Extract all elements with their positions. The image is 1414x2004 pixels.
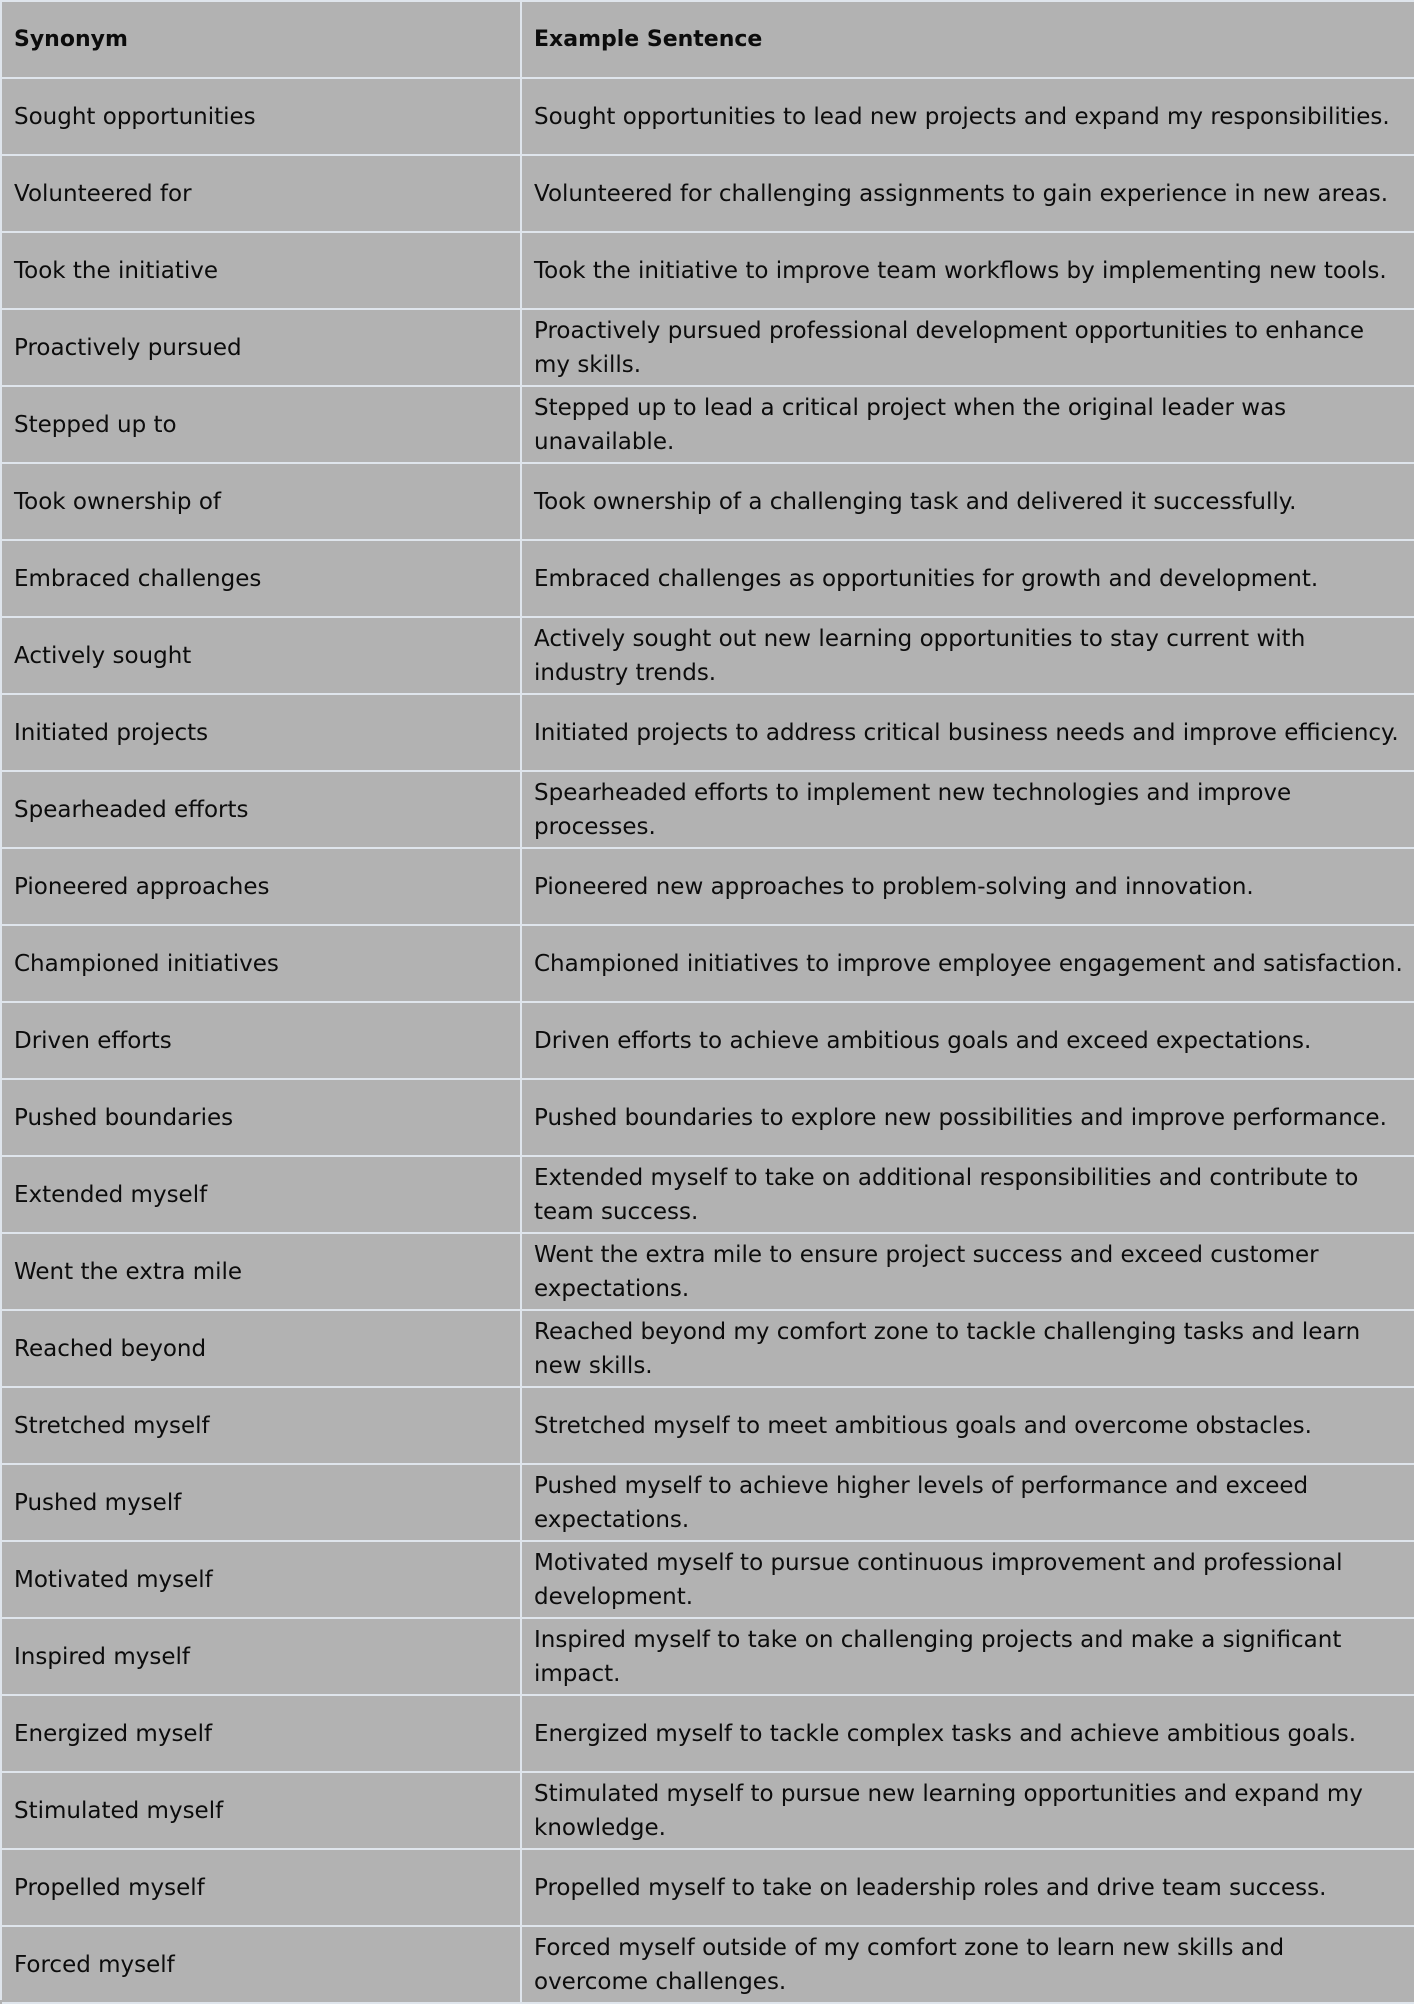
example-sentence-cell: Energized myself to tackle complex tasks and achieve ambitious goals. bbox=[534, 1720, 1357, 1747]
header-synonym: Synonym bbox=[2, 2, 522, 77]
table-header-row bbox=[2, 2, 1414, 79]
table-row bbox=[2, 1619, 1414, 1696]
example-sentence-cell: Forced myself outside of my comfort zone to learn new skills and overcome challenges. bbox=[534, 1934, 1285, 1995]
table-row bbox=[2, 79, 1414, 156]
example-sentence-cell: Pioneered new approaches to problem-solving and innovation. bbox=[534, 873, 1254, 900]
table-row bbox=[2, 310, 1414, 387]
synonym-cell: Driven efforts bbox=[2, 1003, 522, 1078]
table-row bbox=[2, 156, 1414, 233]
example-sentence-cell: Took the initiative to improve team workflows by implementing new tools. bbox=[534, 257, 1387, 284]
table-body bbox=[2, 79, 1414, 2004]
example-sentence-cell: Pushed boundaries to explore new possibilities and improve performance. bbox=[534, 1104, 1387, 1131]
example-sentence-cell: Embraced challenges as opportunities for growth and development. bbox=[534, 565, 1319, 592]
example-sentence-cell: Sought opportunities to lead new projects and expand my responsibilities. bbox=[534, 103, 1390, 130]
example-sentence-cell: Driven efforts to achieve ambitious goals and exceed expectations. bbox=[534, 1027, 1312, 1054]
synonym-cell: Forced myself bbox=[2, 1927, 522, 2002]
synonym-cell: Stimulated myself bbox=[2, 1773, 522, 1848]
example-sentence-cell: Stimulated myself to pursue new learning opportunities and expand my knowledge. bbox=[534, 1780, 1363, 1841]
example-sentence-cell: Inspired myself to take on challenging projects and make a significant impact. bbox=[534, 1626, 1342, 1687]
synonym-cell: Championed initiatives bbox=[2, 926, 522, 1001]
example-sentence-cell: Reached beyond my comfort zone to tackle challenging tasks and learn new skills. bbox=[534, 1318, 1361, 1379]
header-example-sentence: Example Sentence bbox=[534, 26, 763, 52]
table-row bbox=[2, 1927, 1414, 2004]
synonym-cell: Energized myself bbox=[2, 1696, 522, 1771]
table-row bbox=[2, 772, 1414, 849]
table-row bbox=[2, 1542, 1414, 1619]
synonym-cell: Initiated projects bbox=[2, 695, 522, 770]
table-row bbox=[2, 1311, 1414, 1388]
table-row bbox=[2, 464, 1414, 541]
example-sentence-cell: Stretched myself to meet ambitious goals and overcome obstacles. bbox=[534, 1412, 1312, 1439]
table-row bbox=[2, 1696, 1414, 1773]
table-row bbox=[2, 1157, 1414, 1234]
synonym-cell: Propelled myself bbox=[2, 1850, 522, 1925]
synonym-cell: Stretched myself bbox=[2, 1388, 522, 1463]
example-sentence-cell: Pushed myself to achieve higher levels of performance and exceed expectations. bbox=[534, 1472, 1309, 1533]
example-sentence-cell: Went the extra mile to ensure project success and exceed customer expectations. bbox=[534, 1241, 1319, 1302]
example-sentence-cell: Spearheaded efforts to implement new technologies and improve processes. bbox=[534, 779, 1292, 840]
table-row bbox=[2, 926, 1414, 1003]
table-row bbox=[2, 387, 1414, 464]
synonym-cell: Spearheaded efforts bbox=[2, 772, 522, 847]
synonym-cell: Sought opportunities bbox=[2, 79, 522, 154]
table-row bbox=[2, 1773, 1414, 1850]
table-row bbox=[2, 1080, 1414, 1157]
example-sentence-cell: Volunteered for challenging assignments to gain experience in new areas. bbox=[534, 180, 1389, 207]
synonym-cell: Volunteered for bbox=[2, 156, 522, 231]
example-sentence-cell: Stepped up to lead a critical project when the original leader was unavailable. bbox=[534, 394, 1287, 455]
synonym-cell: Inspired myself bbox=[2, 1619, 522, 1694]
synonym-cell: Pushed boundaries bbox=[2, 1080, 522, 1155]
table-row bbox=[2, 1850, 1414, 1927]
table-row bbox=[2, 1003, 1414, 1080]
table-row bbox=[2, 1234, 1414, 1311]
synonym-cell: Motivated myself bbox=[2, 1542, 522, 1617]
synonym-cell: Reached beyond bbox=[2, 1311, 522, 1386]
synonym-cell: Proactively pursued bbox=[2, 310, 522, 385]
example-sentence-cell: Took ownership of a challenging task and delivered it successfully. bbox=[534, 488, 1297, 515]
table-row bbox=[2, 1465, 1414, 1542]
synonym-cell: Embraced challenges bbox=[2, 541, 522, 616]
table-row bbox=[2, 849, 1414, 926]
synonym-cell: Extended myself bbox=[2, 1157, 522, 1232]
table-row bbox=[2, 541, 1414, 618]
table-row bbox=[2, 695, 1414, 772]
example-sentence-cell: Proactively pursued professional development opportunities to enhance my skills. bbox=[534, 317, 1365, 378]
synonym-cell: Pushed myself bbox=[2, 1465, 522, 1540]
example-sentence-cell: Motivated myself to pursue continuous improvement and professional development. bbox=[534, 1549, 1343, 1610]
table-row bbox=[2, 233, 1414, 310]
synonym-cell: Stepped up to bbox=[2, 387, 522, 462]
example-sentence-cell: Actively sought out new learning opportunities to stay current with industry trends. bbox=[534, 625, 1306, 686]
synonym-cell: Took the initiative bbox=[2, 233, 522, 308]
example-sentence-cell: Initiated projects to address critical business needs and improve efficiency. bbox=[534, 719, 1399, 746]
synonym-cell: Pioneered approaches bbox=[2, 849, 522, 924]
example-sentence-cell: Propelled myself to take on leadership roles and drive team success. bbox=[534, 1874, 1327, 1901]
table-row bbox=[2, 1388, 1414, 1465]
example-sentence-cell: Championed initiatives to improve employee engagement and satisfaction. bbox=[534, 950, 1403, 977]
synonym-cell: Took ownership of bbox=[2, 464, 522, 539]
synonym-cell: Actively sought bbox=[2, 618, 522, 693]
example-sentence-cell: Extended myself to take on additional responsibilities and contribute to team success. bbox=[534, 1164, 1359, 1225]
synonym-cell: Went the extra mile bbox=[2, 1234, 522, 1309]
table-row bbox=[2, 618, 1414, 695]
